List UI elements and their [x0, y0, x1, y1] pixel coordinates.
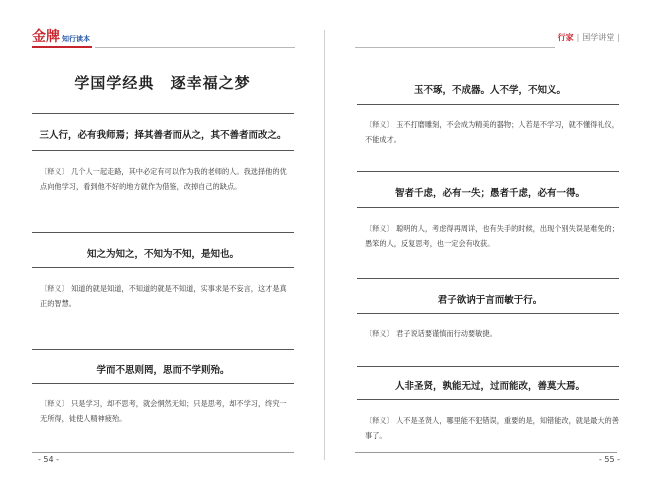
explanation-2 — [40, 281, 292, 311]
explanation-label: 〔释义〕 — [40, 284, 69, 293]
explanation-text: 只是学习，却不思考，就会惘然无知；只是思考，却不学习，终究一无所得，徒使人精神疲殆。 — [40, 399, 287, 423]
explanation-text: 人不是圣贤人，哪里能不犯错误，重要的是，知错能改，就是最大的善事了。 — [365, 416, 619, 440]
explanation-label: 〔释义〕 — [40, 167, 69, 176]
divider — [32, 232, 294, 233]
header-rule — [95, 47, 295, 48]
explanation-4 — [365, 117, 619, 147]
quote-6: 君子欲讷于言而敏于行。 — [437, 295, 543, 306]
explanation-3 — [40, 396, 292, 426]
explanation-label: 〔释义〕 — [365, 224, 394, 233]
footer-rule — [32, 452, 294, 453]
quote-4: 玉不琢，不成器。人不学，不知义。 — [413, 85, 566, 96]
explanation-text: 知道的就是知道，不知道的就是不知道，实事求是不妄言，这才是真正的智慧。 — [40, 284, 287, 308]
quote-7: 人非圣贤，孰能无过，过而能改，善莫大焉。 — [394, 381, 585, 392]
quote-3: 学而不思则罔，思而不学则殆。 — [96, 365, 230, 376]
explanation-5 — [365, 221, 619, 251]
explanation-text: 玉不打磨雕刻，不会成为精美的器物；人若是不学习，就不懂得礼仪，不能成才。 — [365, 120, 619, 144]
divider — [32, 383, 294, 384]
explanation-6 — [365, 326, 619, 341]
explanation-label: 〔释义〕 — [365, 329, 394, 338]
divider — [357, 104, 619, 105]
divider — [357, 399, 619, 400]
explanation-text: 君子说话要谨慎而行动要敏捷。 — [396, 329, 497, 338]
logo — [32, 30, 90, 44]
section-tag-main: 行家 — [557, 33, 574, 42]
divider — [357, 171, 619, 172]
divider — [32, 150, 294, 151]
divider — [357, 207, 619, 208]
logo-mark: 金牌 — [32, 29, 60, 45]
quote-5: 智者千虑，必有一失；愚者千虑，必有一得。 — [394, 188, 585, 199]
divider — [357, 278, 619, 279]
right-page — [325, 0, 650, 490]
divider — [32, 113, 294, 114]
explanation-text: 几个人一起走路，其中必定有可以作为我的老师的人。我选择他的优点向他学习，看到他不好的地方就作为借鉴，改掉自己的缺点。 — [40, 167, 287, 191]
section-tag-separator: | — [617, 33, 620, 42]
logo-underline — [32, 46, 92, 48]
divider — [32, 349, 294, 350]
page-number: - 55 - — [598, 455, 620, 464]
header-rule — [355, 47, 555, 48]
explanation-label: 〔释义〕 — [365, 416, 394, 425]
explanation-1 — [40, 164, 292, 194]
section-tag-sub: 国学讲堂 — [582, 33, 615, 42]
quote-2: 知之为知之，不知为不知，是知也。 — [86, 249, 239, 260]
explanation-label: 〔释义〕 — [365, 120, 394, 129]
divider — [32, 267, 294, 268]
page-number: - 54 - — [38, 455, 60, 464]
explanation-label: 〔释义〕 — [40, 399, 69, 408]
explanation-text: 聪明的人，考虑得再周详，也有失手的时候，出现个别失误是难免的；愚笨的人，反复思考，也一定会有收获。 — [365, 224, 619, 248]
divider — [357, 313, 619, 314]
logo-subtitle: 知行读本 — [62, 35, 90, 43]
quote-1: 三人行，必有我师焉；择其善者而从之，其不善者而改之。 — [39, 130, 287, 141]
page-title: 学国学经典 逐幸福之梦 — [74, 74, 251, 92]
section-tag-separator: | — [576, 33, 580, 42]
divider — [357, 366, 619, 367]
footer-rule — [355, 452, 617, 453]
section-tag — [558, 32, 620, 43]
explanation-7 — [365, 413, 619, 443]
